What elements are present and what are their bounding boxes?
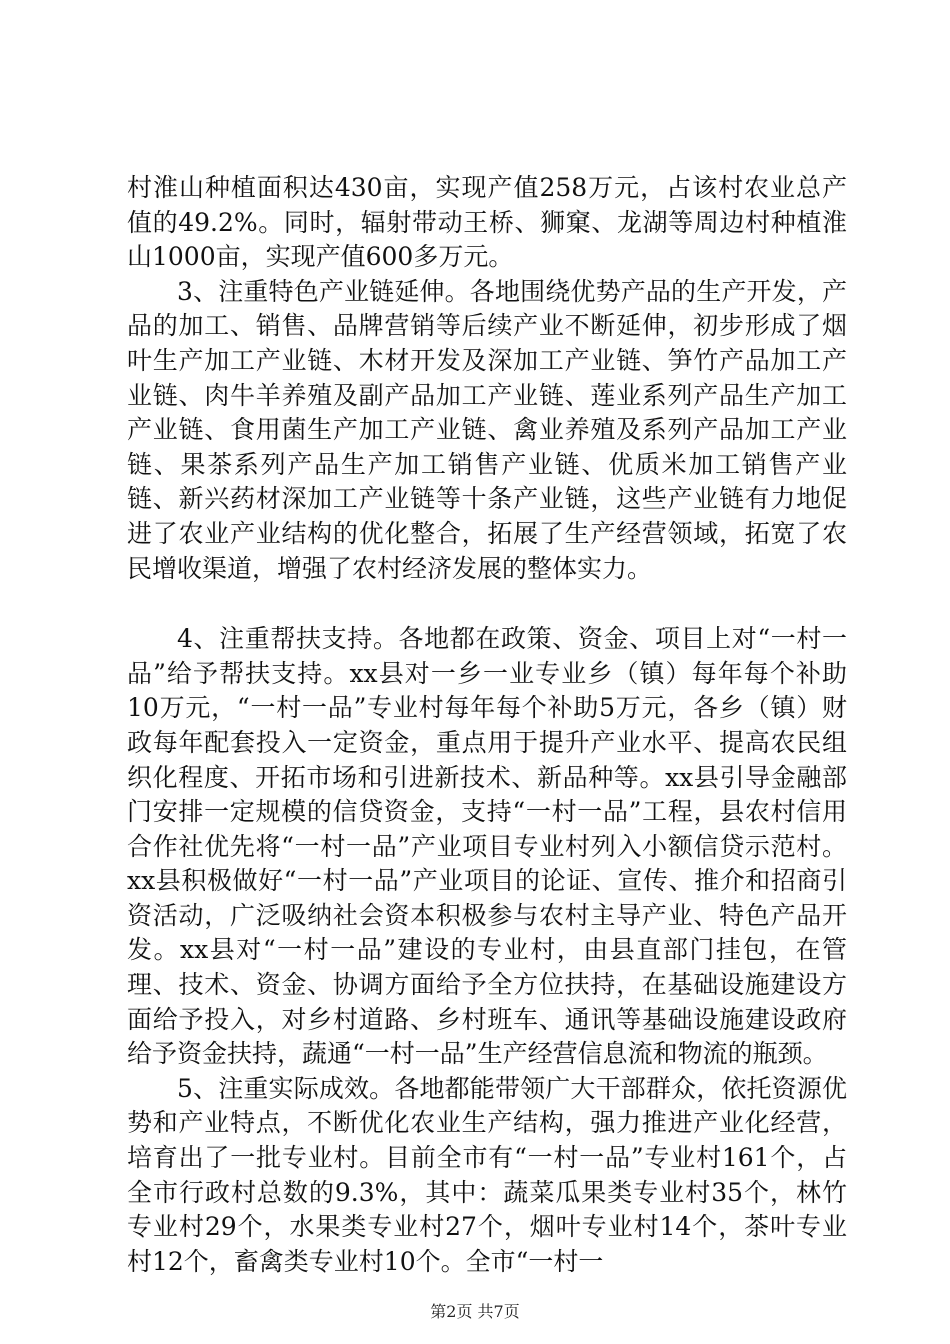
paragraph-gap (127, 586, 847, 622)
document-body (127, 171, 847, 1279)
paragraph-support: 4、注重帮扶支持。各地都在政策、资金、项目上对“一村一品”给予帮扶支持。xx县对一乡一业专业乡（镇）每年每个补助10万元，“一村一品”专业村每年每个补助5万元，各乡（镇）财政每年配套投入一定资金，重点用于提升产业水平、提高农民组织化程度、开拓市场和引进新技术、新品种等。xx县引导金融部门安排一定规模的信贷资金，支持“一村一品”工程，县农村信用合作社优先将“一村一品”产业项目专业村列入小额信贷示范村。xx县积极做好“一村一品”产业项目的论证、宣传、推介和招商引资活动，广泛吸纳社会资本积极参与农村主导产业、特色产品开发。xx县对“一村一品”建设的专业村，由县直部门挂包，在管理、技术、资金、协调方面给予全方位扶持，在基础设施建设方面给予投入，对乡村道路、乡村班车、通讯等基础设施建设政府给予资金扶持，蔬通“一村一品”生产经营信息流和物流的瓶颈。 (127, 624, 847, 1069)
paragraph-continuation: 村淮山种植面积达430亩，实现产值258万元，占该村农业总产值的49.2%。同时，辐射带动王桥、狮窠、龙湖等周边村种植淮山1000亩，实现产值600多万元。 (127, 173, 847, 272)
paragraph-results: 5、注重实际成效。各地都能带领广大干部群众，依托资源优势和产业特点，不断优化农业生产结构，强力推进产业化经营，培育出了一批专业村。目前全市有“一村一品”专业村161个，占全市行政村总数的9.3%，其中：蔬菜瓜果类专业村35个，林竹专业村29个，水果类专业村27个，烟叶专业村14个，茶叶专业村12个，畜禽类专业村10个。全市“一村一 (127, 1073, 847, 1276)
paragraph-industry-chain: 3、注重特色产业链延伸。各地围绕优势产品的生产开发，产品的加工、销售、品牌营销等后续产业不断延伸，初步形成了烟叶生产加工产业链、木材开发及深加工产业链、笋竹产品加工产业链、肉牛羊养殖及副产品加工产业链、莲业系列产品生产加工产业链、食用菌生产加工产业链、禽业养殖及系列产品加工产业链、果茶系列产品生产加工销售产业链、优质米加工销售产业链、新兴药材深加工产业链等十条产业链，这些产业链有力地促进了农业产业结构的优化整合，拓展了生产经营领域，拓宽了农民增收渠道，增强了农村经济发展的整体实力。 (127, 276, 847, 583)
page-footer: 第2页 共7页 (430, 1302, 520, 1321)
